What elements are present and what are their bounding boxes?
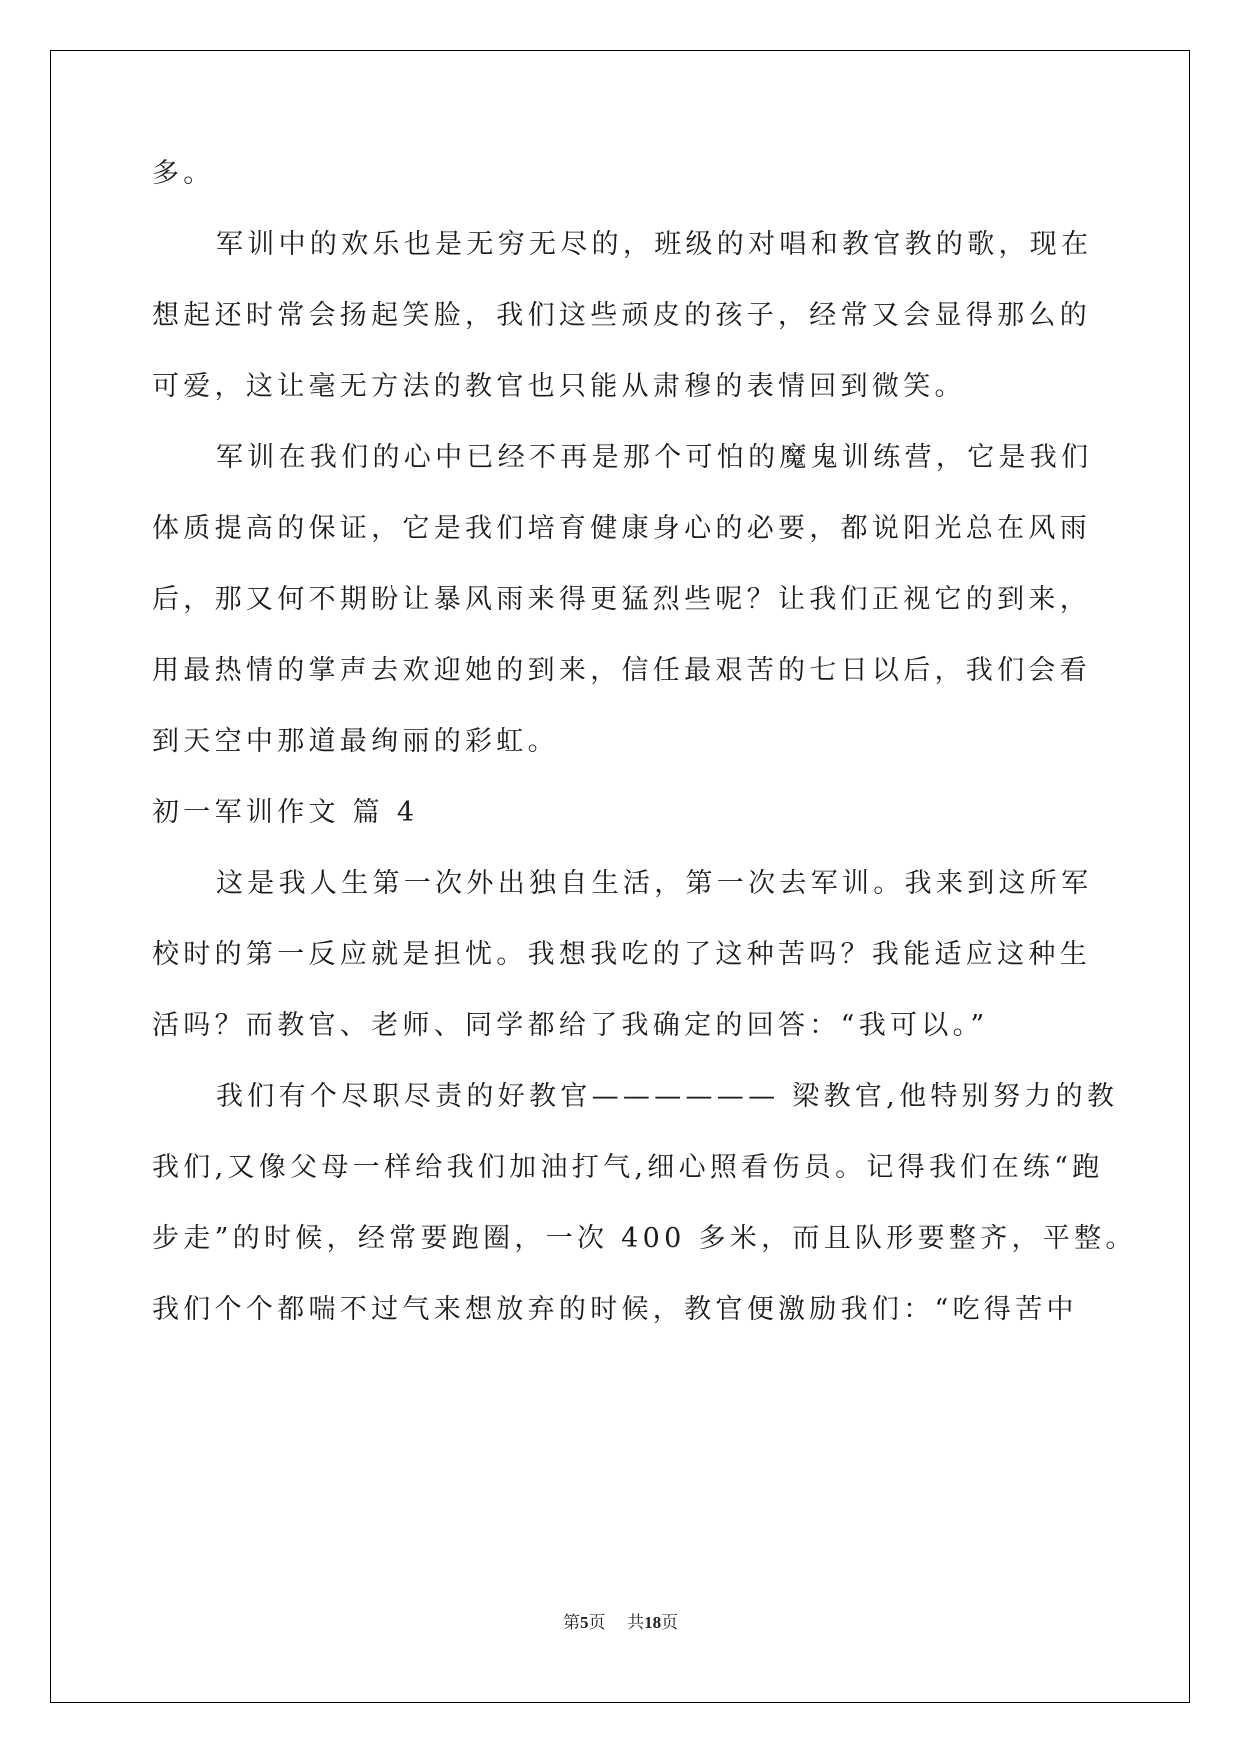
text-line: 用最热情的掌声去欢迎她的到来，信任最艰苦的七日以后，我们会看	[152, 655, 1091, 686]
page-footer	[0, 1612, 1241, 1634]
text-line: 活吗？而教官、老师、同学都给了我确定的回答：“我可以。”	[152, 1010, 989, 1041]
text-line: 校时的第一反应就是担忧。我想我吃的了这种苦吗？我能适应这种生	[152, 939, 1091, 970]
text-line: 体质提高的保证，它是我们培育健康身心的必要，都说阳光总在风雨	[152, 513, 1091, 544]
page-label-suffix: 页	[588, 1613, 606, 1633]
paragraph-first-line: 军训在我们的心中已经不再是那个可怕的魔鬼训练营，它是我们	[216, 442, 1093, 473]
total-label-suffix: 页	[661, 1613, 679, 1633]
page-label-prefix: 第	[562, 1613, 580, 1633]
total-page-count: 18	[644, 1613, 662, 1632]
paragraph-first-line: 我们有个尽职尽责的好教官—————— 梁教官,他特别努力的教	[216, 1081, 1119, 1112]
text-line: 想起还时常会扬起笑脸，我们这些顽皮的孩子，经常又会显得那么的	[152, 300, 1091, 331]
section-heading: 初一军训作文 篇 4	[152, 797, 419, 828]
text-line: 我们个个都喘不过气来想放弃的时候，教官便激励我们：“吃得苦中	[152, 1294, 1078, 1325]
paragraph-first-line: 军训中的欢乐也是无穷无尽的，班级的对唱和教官教的歌，现在	[216, 229, 1093, 260]
current-page-number: 5	[579, 1613, 589, 1632]
text-line: 步走”的时候，经常要跑圈，一次 400 多米，而且队形要整齐，平整。	[152, 1223, 1137, 1254]
text-line: 我们,又像父母一样给我们加油打气,细心照看伤员。记得我们在练“跑	[152, 1152, 1104, 1183]
text-line: 到天空中那道最绚丽的彩虹。	[152, 726, 559, 757]
text-line: 可爱，这让毫无方法的教官也只能从肃穆的表情回到微笑。	[152, 371, 966, 402]
text-line: 多。	[152, 158, 215, 189]
total-label-prefix: 共	[627, 1613, 645, 1633]
paragraph-first-line: 这是我人生第一次外出独自生活，第一次去军训。我来到这所军	[216, 868, 1093, 899]
text-line: 后，那又何不期盼让暴风雨来得更猛烈些呢？让我们正视它的到来，	[152, 584, 1091, 615]
